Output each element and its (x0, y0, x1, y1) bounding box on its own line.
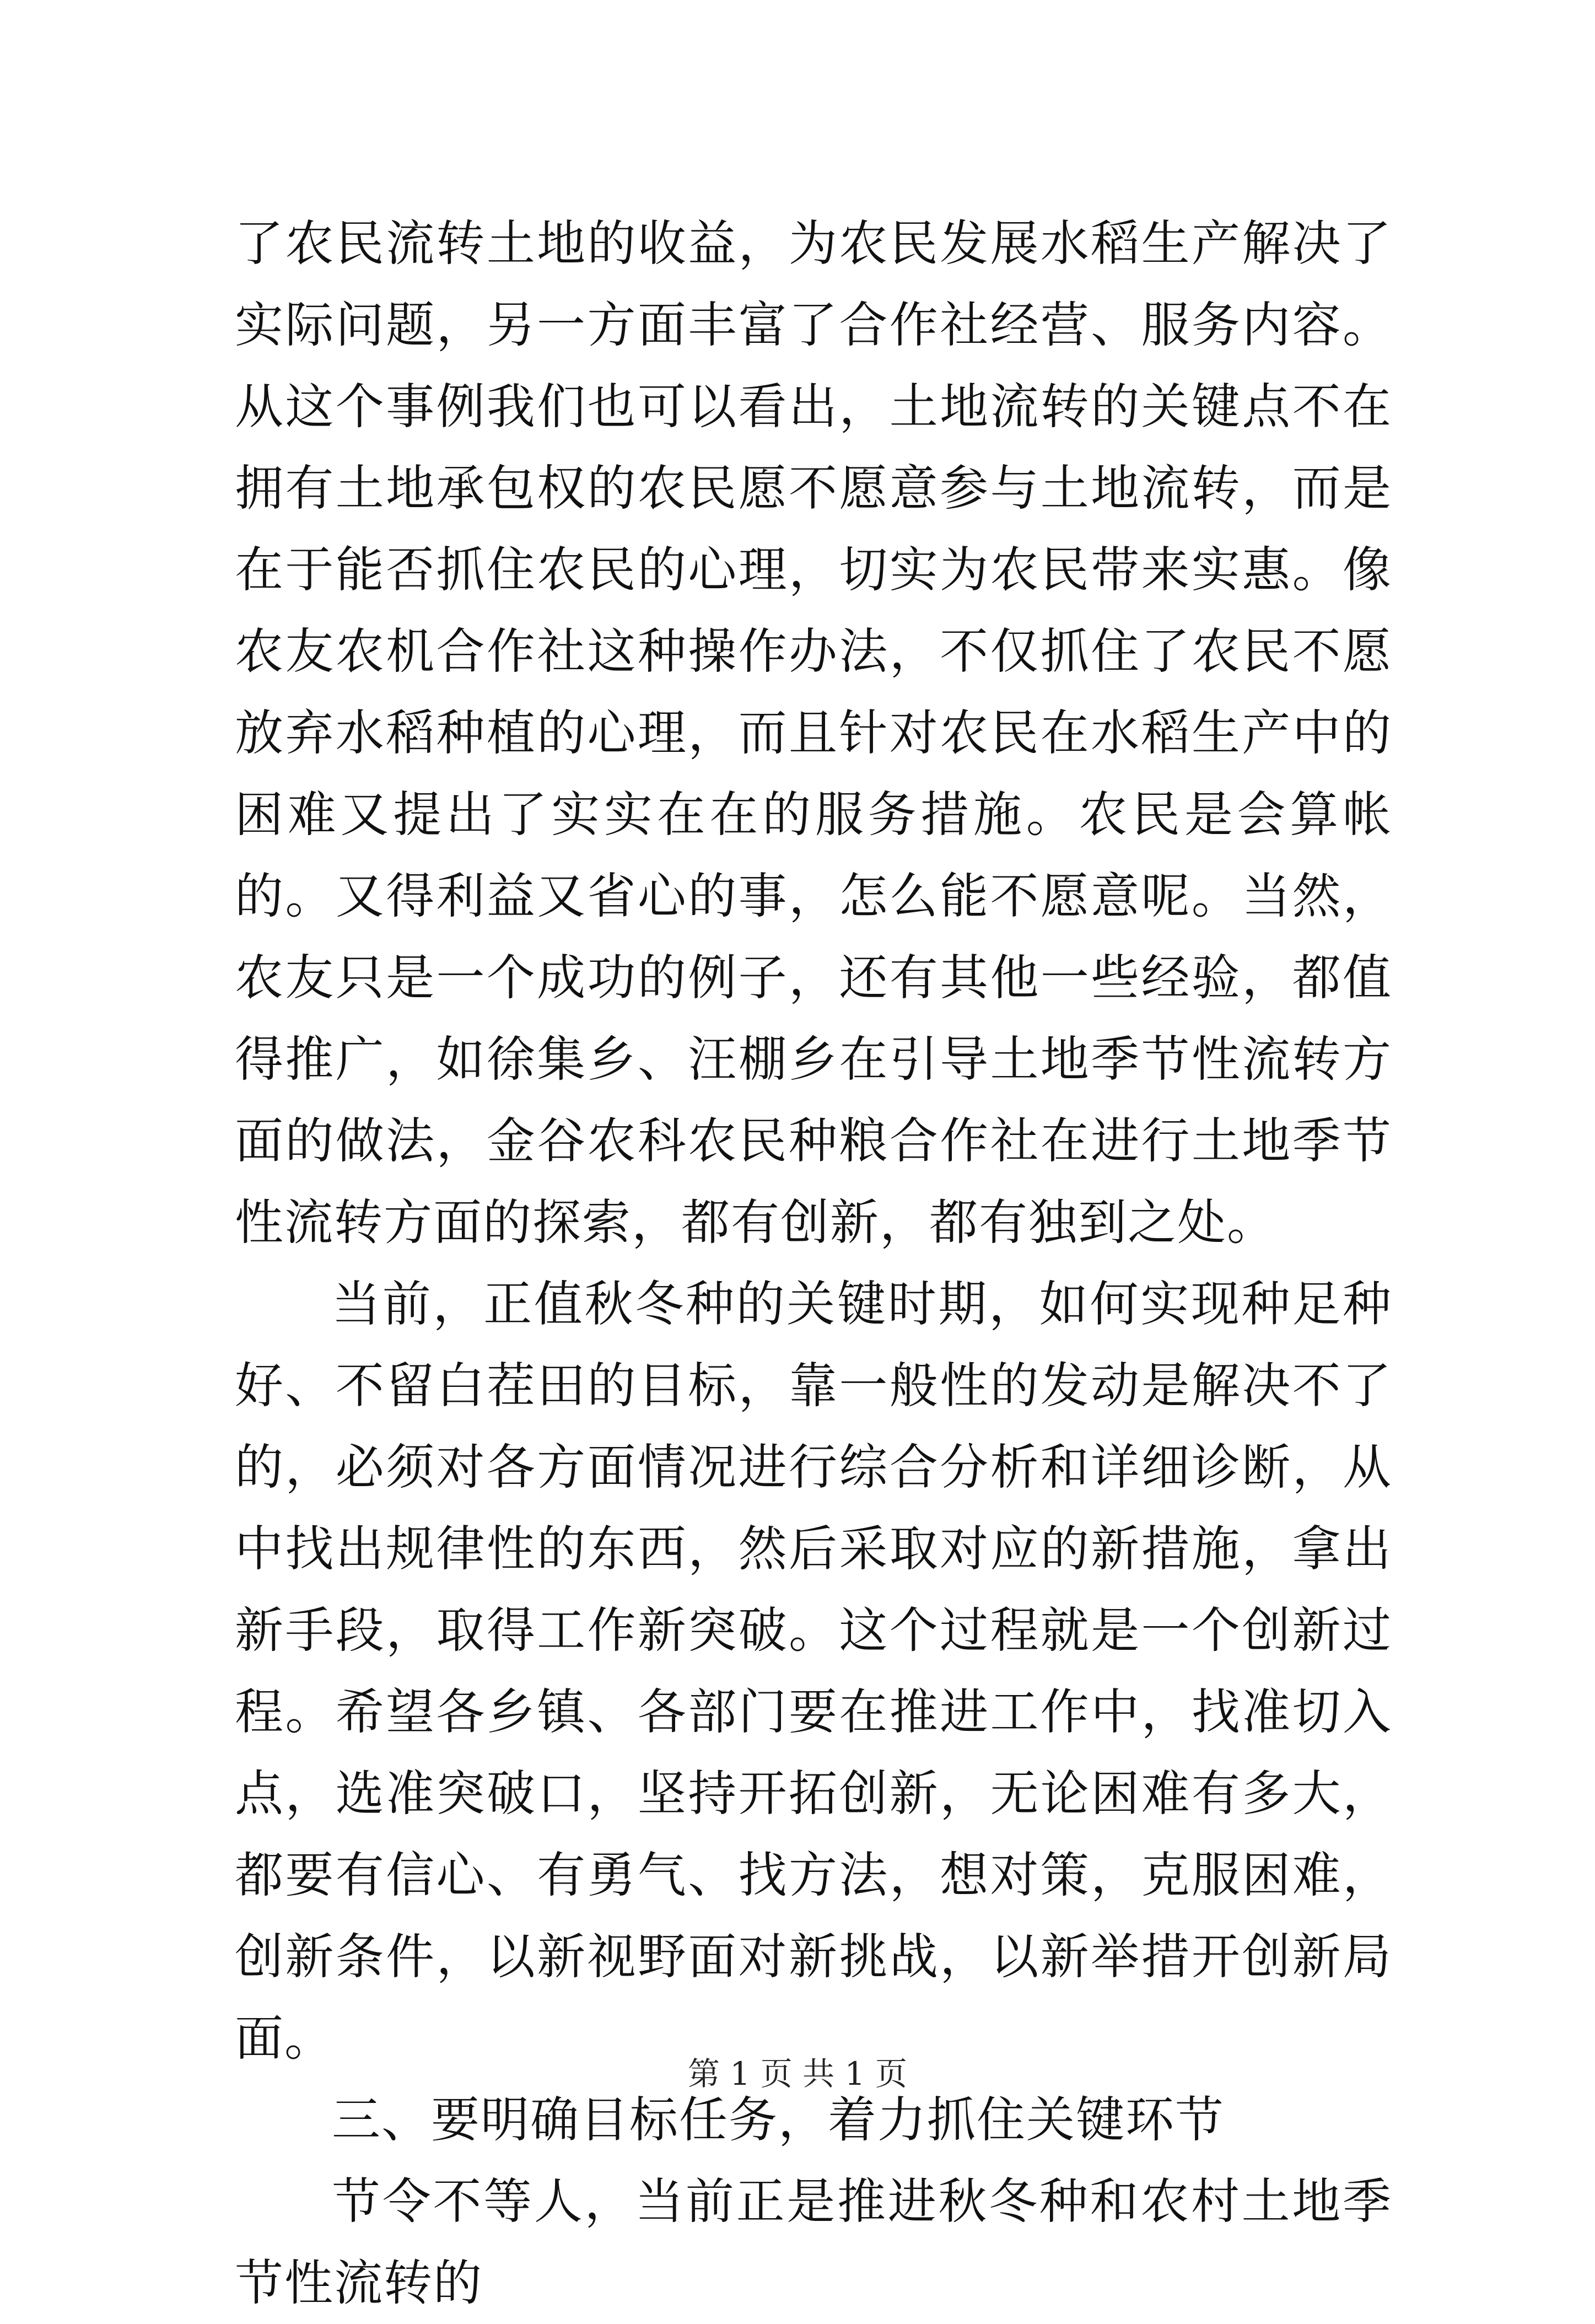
page-footer (0, 2052, 1595, 2096)
paragraph-4: 节令不等人，当前正是推进秋冬种和农村土地季节性流转的 (235, 2173, 1392, 2311)
paragraph-2: 当前，正值秋冬种的关键时期，如何实现种足种好、不留白茬田的目标，靠一般性的发动是解决不了的，必须对各方面情况进行综合分析和详细诊断，从中找出规律性的东西，然后采取对应的新措施，拿出新手段，取得工作新突破。这个过程就是一个创新过程。希望各乡镇、各部门要在推进工作中，找准切入点，选准突破口，坚持开拓创新，无论困难有多大，都要有信心、有勇气、找方法，想对策，克服困难，创新条件，以新视野面对新挑战，以新举措开创新局面。 (235, 1276, 1392, 2067)
document-body (235, 203, 1392, 2324)
section-heading: 三、要明确目标任务，着力抓住关键环节 (332, 2091, 1225, 2148)
paragraph-1: 了农民流转土地的收益，为农民发展水稻生产解决了实际问题，另一方面丰富了合作社经营、服务内容。从这个事例我们也可以看出，土地流转的关键点不在拥有土地承包权的农民愿不愿意参与土地流转，而是在于能否抓住农民的心理，切实为农民带来实惠。像农友农机合作社这种操作办法，不仅抓住了农民不愿放弃水稻种植的心理，而且针对农民在水稻生产中的困难又提出了实实在在的服务措施。农民是会算帐的。又得利益又省心的事，怎么能不愿意呢。当然，农友只是一个成功的例子，还有其他一些经验，都值得推广，如徐集乡、汪棚乡在引导土地季节性流转方面的做法，金谷农科农民种粮合作社在进行土地季节性流转方面的探索，都有创新，都有独到之处。 (235, 215, 1392, 1251)
page-number-label: 第 1 页 共 1 页 (688, 2055, 907, 2092)
